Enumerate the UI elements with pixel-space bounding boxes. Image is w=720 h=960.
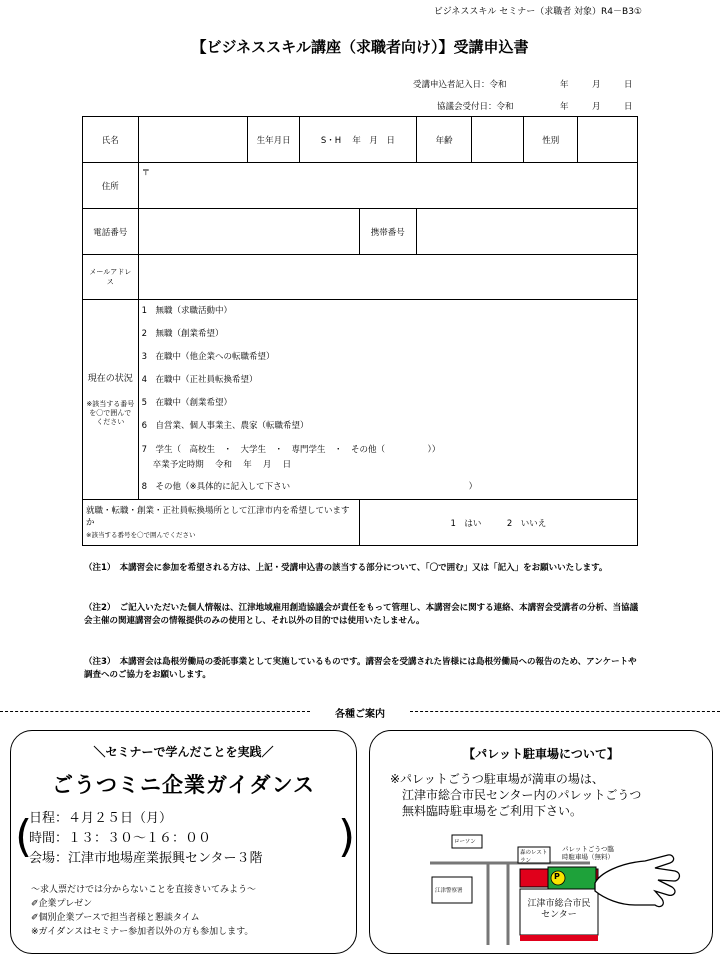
- guidance-notes: [31, 883, 256, 939]
- email-label: メールアドレス: [83, 255, 139, 300]
- name-field[interactable]: [138, 117, 248, 163]
- map-police-label: 江津警察署: [435, 888, 463, 894]
- status-option-4[interactable]: 4 在職中（正社員転換希望）: [141, 375, 258, 385]
- age-label: 年齢: [416, 117, 472, 163]
- status-option-1[interactable]: 1 無職（求職活動中）: [141, 306, 233, 316]
- parking-text: [390, 771, 705, 819]
- age-field[interactable]: [472, 117, 524, 163]
- birth-label: 生年月日: [248, 117, 300, 163]
- map-restaurant-label: 森のレストラン: [520, 850, 548, 864]
- location-answer[interactable]: 1 はい 2 いいえ: [359, 500, 637, 546]
- map-center-label: 江津市総合市民センター: [527, 899, 591, 920]
- status-option-3[interactable]: 3 在職中（他企業への転職希望）: [141, 352, 275, 362]
- status-option-5[interactable]: 5 在職中（創業希望）: [141, 398, 233, 408]
- parking-map: [430, 833, 690, 945]
- status-option-2[interactable]: 2 無職（創業希望）: [141, 329, 224, 339]
- email-field[interactable]: [138, 255, 637, 300]
- parking-text-line-2: 江津市総合市民センター内のパレットごうつ: [402, 788, 642, 802]
- status-option-8[interactable]: 8 その他（※具体的に記入して下さい ）: [141, 482, 478, 492]
- note-2: （注2） ご記入いただいた個人情報は、江津地域雇用創造協議会が責任をもって管理し、本講習会に関する連絡、本講習会受講者の分析、当協議会主催の関連講習会の情報提供のみの使用とし、それ以外の目的では使用いたしません。: [84, 603, 639, 626]
- guidance-heading: ＼セミナーで学んだことを実践／: [93, 745, 274, 759]
- parking-text-line-1: ※パレットごうつ駐車場が満車の場は、: [390, 772, 604, 786]
- guide-divider: [0, 705, 720, 720]
- status-note: ※該当する番号を〇で囲んでください: [86, 400, 135, 426]
- parking-p-icon: P: [554, 872, 560, 881]
- note-3: （注3） 本講習会は島根労働局の委託事業として実施しているものです。講習会を受講された皆様には島根労働局への報告のため、アンケートや調査へのご協力をお願いします。: [84, 657, 637, 680]
- parking-text-line-3: 無料臨時駐車場をご利用下さい。: [402, 804, 583, 818]
- status-option-7-graduation[interactable]: 卒業予定時期 令和 年 月 日: [141, 460, 292, 470]
- map-lawson-label: ローソン: [454, 839, 476, 845]
- mobile-label: 携帯番号: [359, 209, 416, 255]
- guide-divider-label: 各種ご案内: [335, 709, 385, 720]
- address-label: 住所: [83, 163, 139, 209]
- guidance-note-2: ✐企業プレゼン: [31, 899, 93, 909]
- guidance-event-box: [10, 730, 357, 954]
- guidance-venue: 会場：江津市地場産業振興センター３階: [29, 851, 263, 866]
- phone-label: 電話番号: [83, 209, 139, 255]
- guidance-note-1: ～求人票だけでは分からないことを直接きいてみよう～: [31, 885, 257, 895]
- name-label: 氏名: [83, 117, 139, 163]
- open-bracket-icon: (: [15, 811, 33, 862]
- address-field[interactable]: [138, 163, 637, 209]
- status-options[interactable]: [138, 300, 637, 500]
- birth-field[interactable]: S・H 年 月 日: [300, 117, 417, 163]
- status-label: 現在の状況: [87, 374, 133, 384]
- note-1: （注1） 本講習会に参加を希望される方は、上記・受講申込書の該当する部分について、「〇で囲む」又は「記入」をお願いいたします。: [84, 563, 608, 573]
- gender-field[interactable]: [578, 117, 638, 163]
- gender-label: 性別: [524, 117, 578, 163]
- close-bracket-icon: ): [338, 811, 356, 862]
- guidance-note-3: ✐個別企業ブースで担当者様と懇談タイム: [31, 913, 200, 923]
- status-label-cell: [83, 300, 139, 500]
- application-form: [82, 116, 638, 546]
- location-question-note: ※該当する番号を〇で囲んでください: [86, 530, 196, 539]
- date-row-association: 協議会受付日：令和 年 月 日: [437, 102, 633, 112]
- parking-map-drawing: [430, 833, 690, 945]
- phone-field[interactable]: [138, 209, 359, 255]
- page-title: 【ビジネススキル講座（求職者向け）】受講申込書: [191, 38, 529, 56]
- guidance-schedule: [29, 809, 339, 869]
- guidance-note-4: ※ガイダンスはセミナー参加者以外の方も参加します。: [31, 927, 254, 937]
- map-parking-label: パレットごうつ臨時駐車場（無料）: [562, 845, 614, 861]
- postal-mark: 〒: [141, 168, 151, 178]
- date-row-applicant: 受講申込者記入日：令和 年 月 日: [413, 80, 633, 90]
- status-option-6[interactable]: 6 自営業、個人事業主、農家（転職希望）: [141, 421, 309, 431]
- location-question: 就職・転職・創業・正社員転換場所として江津市内を希望していますか: [86, 505, 350, 528]
- guidance-date: 日程：４月２５日（月）: [29, 811, 173, 826]
- parking-heading: 【パレット駐車場について】: [463, 747, 619, 761]
- status-option-7[interactable]: 7 学生（ 高校生 ・ 大学生 ・ 専門学生 ・ その他（ ））: [141, 445, 441, 455]
- guidance-time: 時間：１３：３０～１６：００: [29, 831, 212, 846]
- location-question-cell: [83, 500, 360, 546]
- mobile-field[interactable]: [416, 209, 637, 255]
- parking-info-box: [369, 730, 713, 954]
- guidance-title: ごうつミニ企業ガイダンス: [52, 773, 315, 797]
- document-reference: ビジネススキル セミナー（求職者 対象）R4－B3①: [433, 7, 642, 17]
